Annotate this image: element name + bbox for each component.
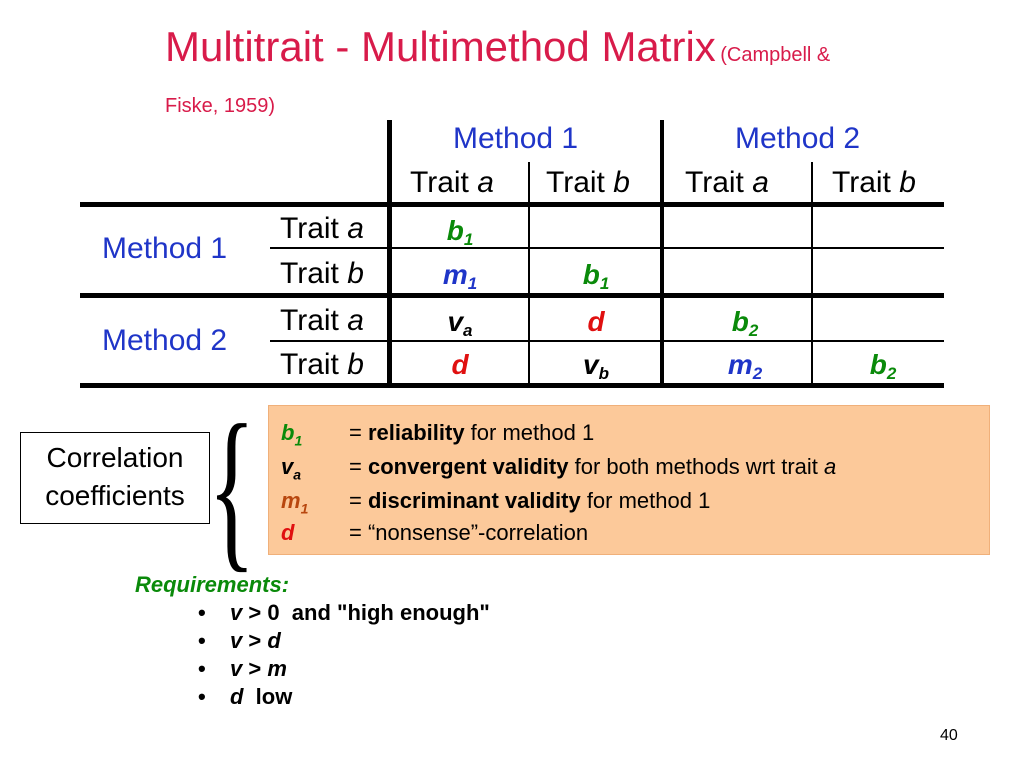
requirements-title: Requirements: [135, 572, 290, 597]
row-trait-header: Trait b [280, 348, 364, 381]
col-trait-header: Trait a [685, 166, 769, 199]
vline-m1-traits [528, 162, 530, 388]
vline-left [387, 120, 392, 388]
row-trait-header: Trait a [280, 212, 364, 245]
title-citation-line2: Fiske, 1959) [165, 95, 276, 117]
vline-m2-traits [811, 162, 813, 388]
col-header-method1: Method 1 [453, 122, 579, 155]
cell-discriminant: $m_2$ [727, 349, 763, 383]
page-number: 40 [940, 727, 958, 744]
cell-convergent: $v_b$ [583, 349, 609, 383]
hline-methods [80, 293, 944, 298]
title-citation: (Campbell & [720, 44, 831, 66]
requirement-item: • v > m [198, 656, 287, 681]
slide-title [165, 23, 965, 117]
cell-nonsense: d [587, 306, 605, 337]
hline-header [80, 202, 944, 207]
hline-row1 [270, 247, 944, 249]
legend-symbol: $m_1$ [281, 488, 309, 517]
requirement-item: • v > d [198, 628, 281, 653]
col-trait-header: Trait a [410, 166, 494, 199]
curly-brace-icon: { [208, 388, 256, 587]
legend-symbol: $b_1$ [281, 420, 303, 449]
row-header-method2: Method 2 [102, 324, 228, 357]
row-trait-header: Trait b [280, 257, 364, 290]
legend-symbol: $v_a$ [281, 454, 302, 483]
title-main: Multitrait - Multimethod Matrix [165, 23, 716, 70]
hline-row3 [270, 340, 944, 342]
correlation-coefficients-label [20, 432, 210, 524]
cell-reliability: $b_2$ [731, 306, 759, 340]
col-trait-header: Trait b [832, 166, 916, 199]
legend-symbol: d [281, 520, 295, 545]
legend-definition: = reliability for method 1 [349, 420, 595, 445]
legend-definition: = convergent validity for both methods wrt trait a [349, 454, 837, 479]
row-trait-header: Trait a [280, 304, 364, 337]
label-line: coefficients [45, 480, 185, 511]
legend-definition: = “nonsense”-correlation [349, 520, 589, 545]
vline-middle [660, 120, 664, 388]
requirement-item: • v > 0 and "high enough" [198, 600, 490, 625]
cell-reliability: $b_1$ [446, 215, 474, 249]
col-header-method2: Method 2 [735, 122, 861, 155]
row-header-method1: Method 1 [102, 232, 228, 265]
cell-convergent: $v_a$ [447, 306, 473, 340]
cell-reliability: $b_2$ [869, 349, 897, 383]
cell-discriminant: $m_1$ [442, 259, 478, 293]
legend-definition: = discriminant validity for method 1 [349, 488, 711, 513]
cell-reliability: $b_1$ [582, 259, 610, 293]
requirement-item: • d low [198, 684, 293, 709]
label-line: Correlation [46, 442, 184, 473]
cell-nonsense: d [451, 349, 469, 380]
col-trait-header: Trait b [546, 166, 630, 199]
legend-box [268, 405, 990, 555]
